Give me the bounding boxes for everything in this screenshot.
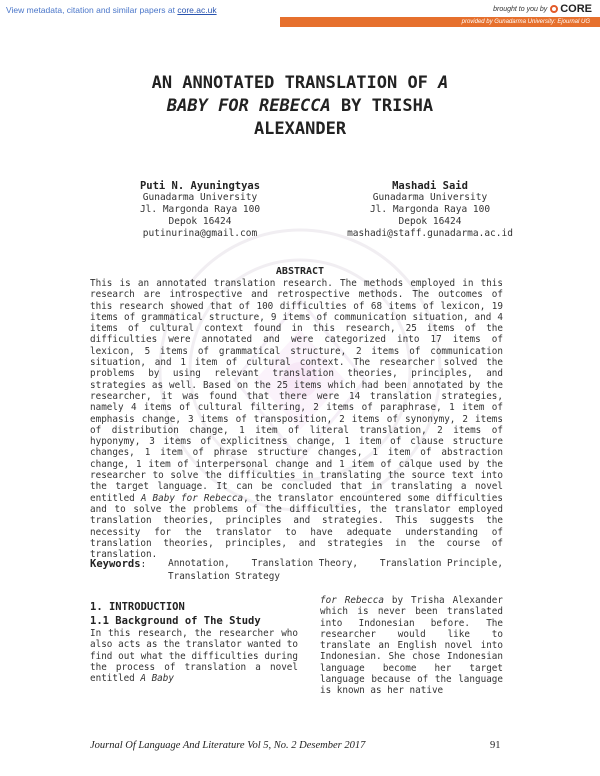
footer-journal: Journal Of Language And Literature Vol 5, No. 2 Desember 2017 [90,740,366,751]
core-link-prefix: View metadata, citation and similar papers at [6,5,178,15]
left-column [90,600,298,684]
subsection-heading-background: 1.1 Background of The Study [90,615,261,627]
core-top-bar [0,0,600,28]
author-city: Depok 16424 [398,216,462,227]
core-link-site[interactable]: core.ac.uk [177,5,217,15]
intro-novel-title-left: A Baby [140,673,174,685]
intro-text-right: by Trisha Alexander which is never been translated into Indonesian before. The researcher would like to translate an English novel into Indonesian. She chose Indonesian language become her target language because of the language is known as her native [320,595,503,697]
title-line-1-italic: A [438,73,449,93]
author-email[interactable]: mashadi@staff.gunadarma.ac.id [347,228,513,239]
brought-to-you [493,3,592,15]
author-email[interactable]: putinurina@gmail.com [142,228,258,239]
provided-by-text: provided by Gunadarma University: Ejournal UG [461,19,590,25]
brought-text: brought to you by [493,5,548,13]
title-line-2: BY TRISHA [340,96,434,116]
intro-paragraph-left [90,628,298,684]
keywords-colon: : [140,559,147,570]
intro-paragraph-right [320,595,503,697]
author-block-2 [325,180,535,240]
keyword-item: Annotation, [168,558,230,569]
author-name: Puti N. Ayuningtyas [139,180,261,192]
core-logo-text: CORE [560,3,592,15]
author-address: Jl. Margonda Raya 100 [139,204,261,215]
author-name: Mashadi Said [392,180,468,192]
intro-text-left: In this research, the researcher who also acts as the translator wanted to find out what the difficulties during the process of translation a novel entitled [90,628,298,685]
core-logo-icon [550,5,558,13]
footer-page-number: 91 [490,740,501,751]
author-address: Jl. Margonda Raya 100 [369,204,491,215]
right-column [320,595,503,697]
abstract-body [90,278,503,560]
abstract-text-a: This is an annotated translation research. The methods employed in this research are introspective and retrospective methods. The outcomes of this research showed that of 100 difficulties of 68 items of lexicon, 19 items of grammatical structure, 9 items of communication situation, and 4 items of cultural context found in this research, 25 items of the difficulties were annotated and were categorized into 17 items of lexicon, 5 items of grammatical structure, 2 items of communication situation, and 1 item of cultural context. The researcher solved the problems by using relevant translation theories, principles, and strategies as well. Based on the 25 items which had been annotated by the researcher, it was found that there were 14 translation strategies, namely 4 items of cultural filtering, 2 items of paraphrase, 1 item of emphasis change, 3 items of transposition, 2 items of synonymy, 2 items of distribution change, 1 item of literal translation, 2 items of hyponymy, 3 items of explicitness change, 1 item of clause structure changes, 1 item of phrase structure changes, 1 item of abstraction change, 1 item of interpersonal change and 1 item of calque used by the researcher to solve the difficulties in translating the source text into the target language. It can be concluded that in translating a novel entitled [90,278,503,504]
abstract-heading: ABSTRACT [275,266,325,277]
keywords [90,558,503,583]
title-line-3: ALEXANDER [253,119,347,139]
keyword-item: Translation Theory, [251,558,358,569]
abstract-novel-title: A Baby for Rebecca [140,492,244,504]
section-heading-introduction: 1. INTRODUCTION [90,601,185,613]
author-affiliation: Gunadarma University [142,192,258,203]
intro-novel-title-right: for Rebecca [320,595,384,606]
author-affiliation: Gunadarma University [372,192,488,203]
author-city: Depok 16424 [168,216,232,227]
keyword-item: Translation Principle, [379,558,503,569]
keywords-label: Keywords [90,558,141,570]
title-line-1: AN ANNOTATED TRANSLATION OF [151,73,428,93]
core-logo[interactable] [550,3,592,15]
keyword-item: Translation Strategy [168,571,280,582]
abstract-text-b: , the translator encountered some difficulties and to solve the problems of the difficulties, the translator employed translation theories, principles and strategies. This suggests the necessity for the translator to have adequate understanding of translation theories, principles, and strategies in the course of translation. [90,492,504,561]
paper-title [60,72,540,141]
core-metadata-link[interactable] [6,5,217,15]
provided-by-banner[interactable] [280,17,600,27]
author-block-1 [100,180,300,240]
title-line-2-italic: BABY FOR REBECCA [166,96,331,116]
